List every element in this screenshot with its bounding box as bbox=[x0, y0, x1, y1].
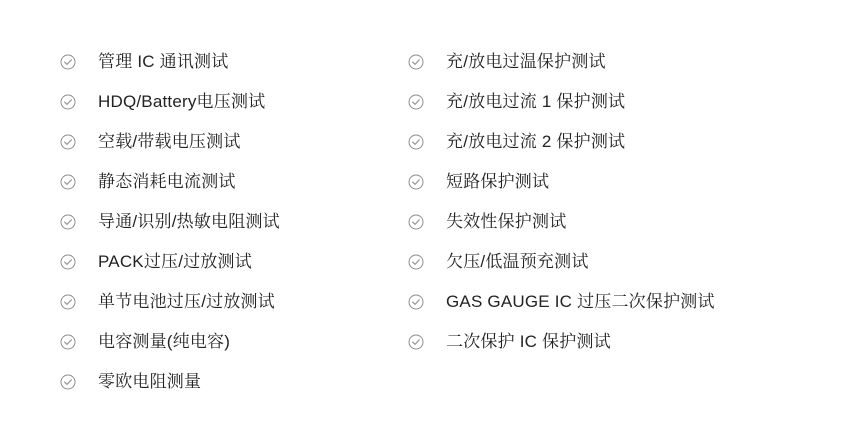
list-item-label: 单节电池过压/过放测试 bbox=[98, 292, 275, 311]
check-circle-icon bbox=[60, 134, 76, 150]
list-item-label: 导通/识别/热敏电阻测试 bbox=[98, 212, 280, 231]
list-item-label: 空载/带载电压测试 bbox=[98, 132, 241, 151]
list-item bbox=[60, 282, 408, 322]
check-circle-icon bbox=[408, 134, 424, 150]
list-item-label: 充/放电过流 2 保护测试 bbox=[446, 132, 626, 151]
list-item-label: 欠压/低温预充测试 bbox=[446, 252, 589, 271]
check-circle-icon bbox=[60, 294, 76, 310]
list-item bbox=[408, 242, 800, 282]
list-item-label: 管理 IC 通讯测试 bbox=[98, 52, 229, 71]
check-circle-icon bbox=[408, 334, 424, 350]
list-item-label: PACK过压/过放测试 bbox=[98, 252, 252, 271]
list-item bbox=[60, 322, 408, 362]
list-item bbox=[60, 242, 408, 282]
list-item bbox=[60, 362, 408, 402]
list-item-label: 充/放电过温保护测试 bbox=[446, 52, 606, 71]
check-circle-icon bbox=[408, 94, 424, 110]
check-circle-icon bbox=[408, 254, 424, 270]
check-circle-icon bbox=[408, 54, 424, 70]
list-item-label: GAS GAUGE IC 过压二次保护测试 bbox=[446, 292, 715, 311]
check-circle-icon bbox=[60, 254, 76, 270]
list-item bbox=[60, 202, 408, 242]
check-circle-icon bbox=[408, 214, 424, 230]
list-item-label: 二次保护 IC 保护测试 bbox=[446, 332, 611, 351]
list-item bbox=[60, 122, 408, 162]
feature-list-column-left bbox=[60, 42, 408, 402]
list-item bbox=[408, 202, 800, 242]
check-circle-icon bbox=[60, 94, 76, 110]
list-item-label: HDQ/Battery电压测试 bbox=[98, 92, 266, 111]
list-item-label: 零欧电阻测量 bbox=[98, 372, 202, 391]
list-item-label: 静态消耗电流测试 bbox=[98, 172, 236, 191]
list-item-label: 充/放电过流 1 保护测试 bbox=[446, 92, 626, 111]
list-item bbox=[408, 282, 800, 322]
list-item-label: 失效性保护测试 bbox=[446, 212, 567, 231]
list-item bbox=[408, 122, 800, 162]
check-circle-icon bbox=[408, 174, 424, 190]
list-item bbox=[60, 42, 408, 82]
list-item bbox=[408, 322, 800, 362]
check-circle-icon bbox=[60, 214, 76, 230]
list-item bbox=[408, 162, 800, 202]
list-item-label: 短路保护测试 bbox=[446, 172, 550, 191]
list-item bbox=[60, 82, 408, 122]
list-item bbox=[60, 162, 408, 202]
check-circle-icon bbox=[60, 334, 76, 350]
check-circle-icon bbox=[60, 54, 76, 70]
list-item-label: 电容测量(纯电容) bbox=[98, 332, 231, 351]
list-item bbox=[408, 82, 800, 122]
check-circle-icon bbox=[60, 174, 76, 190]
feature-list bbox=[60, 42, 800, 402]
check-circle-icon bbox=[60, 374, 76, 390]
check-circle-icon bbox=[408, 294, 424, 310]
feature-list-column-right bbox=[408, 42, 800, 402]
list-item bbox=[408, 42, 800, 82]
